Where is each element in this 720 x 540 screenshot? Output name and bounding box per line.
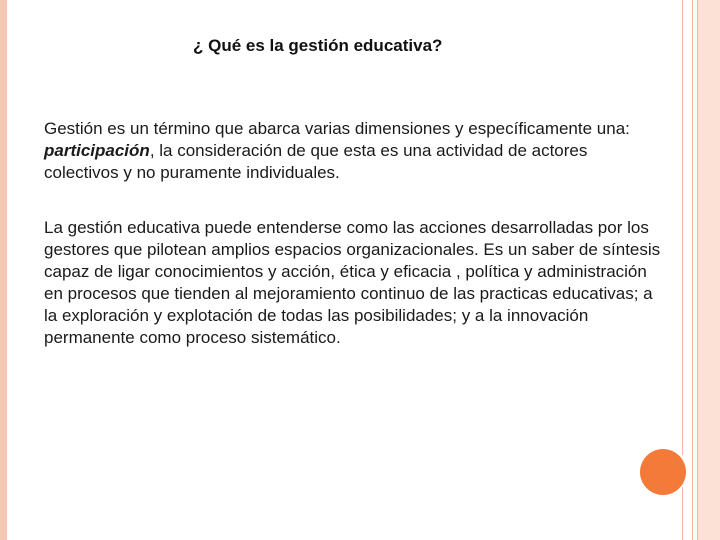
slide-title: ¿ Qué es la gestión educativa?	[193, 36, 443, 55]
emphasis-participacion: participación	[44, 141, 150, 160]
paragraph-definition	[44, 118, 664, 184]
right-border-line-3	[697, 0, 698, 540]
paragraph-1-start: Gestión es un término que abarca varias dimensiones y específicamente una:	[44, 119, 630, 138]
right-border-line-2	[692, 0, 693, 540]
paragraph-1-end: , la consideración de que esta es una actividad de actores colectivos y no puramente individuales.	[44, 141, 588, 182]
paragraph-gestion-educativa: La gestión educativa puede entenderse como las acciones desarrolladas por los gestores que pilotean amplios espacios organizacionales. Es un saber de síntesis capaz de ligar conocimientos y acción, ética y eficacia , política y administración en procesos que tienden al mejoramiento continuo de las practicas educativas; a la exploración y explotación de todas las posibilidades; y a la innovación permanente como proceso sistemático.	[44, 218, 661, 347]
accent-dot	[640, 449, 686, 495]
left-border-bar	[0, 0, 7, 540]
right-border-band	[697, 0, 720, 540]
